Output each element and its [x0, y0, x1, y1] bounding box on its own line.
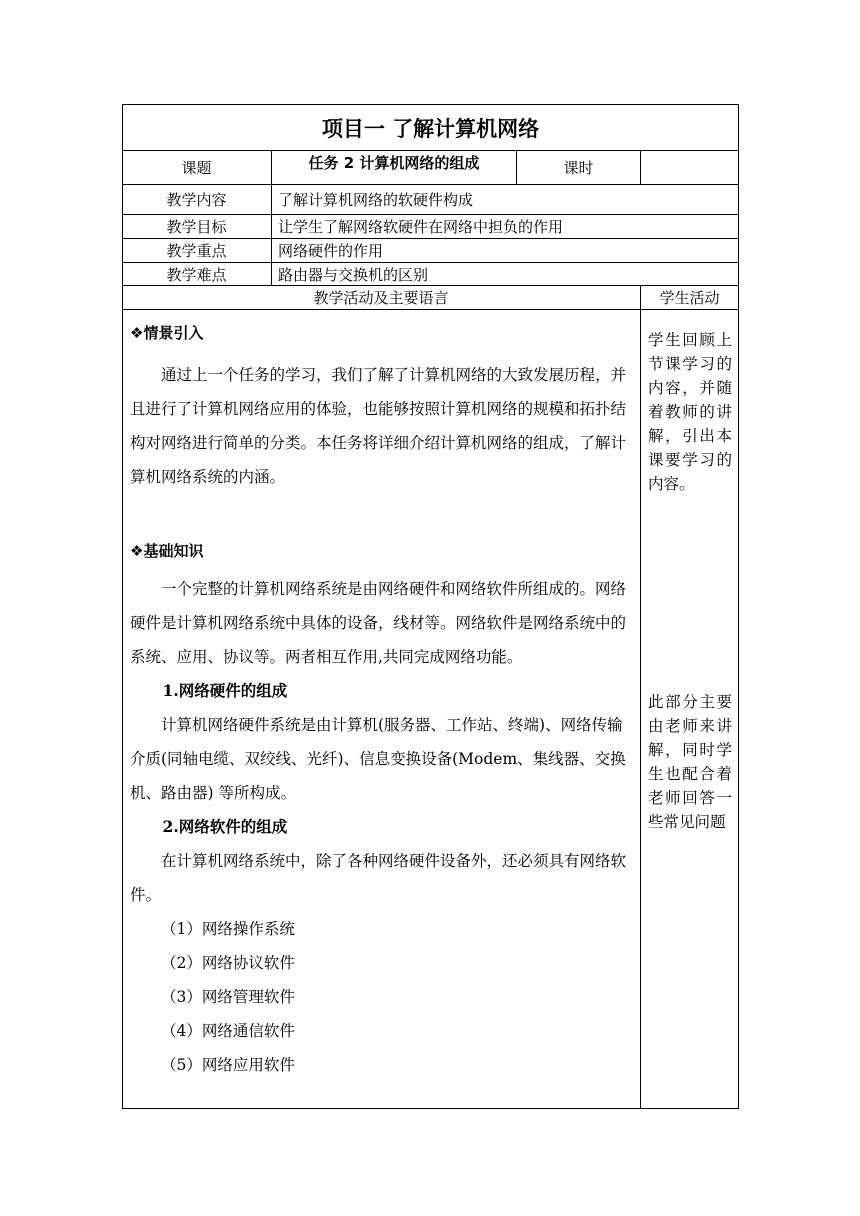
goal-value: 让学生了解网络软硬件在网络中担负的作用 — [278, 218, 564, 236]
hardware-paragraph: 计算机网络硬件系统是由计算机(服务器、工作站、终端)、网络传输介质(同轴电缆、双绞线、光纤)、信息变换设备(Modem、集线器、交换机、路由器) 等所构成。 — [130, 716, 626, 802]
page-title: 项目一 了解计算机网络 — [321, 116, 540, 141]
section-basics-heading: ❖基础知识 — [130, 542, 204, 560]
section-basics-paragraph: 一个完整的计算机网络系统是由网络硬件和网络软件所组成的。网络硬件是计算机网络系统中具体的设备，线材等。网络软件是网络系统中的系统、应用、协议等。两者相互作用,共同完成网络功能。 — [130, 580, 627, 666]
difficulty-value: 路由器与交换机的区别 — [278, 265, 429, 284]
content-label: 教学内容 — [166, 191, 227, 209]
key-point-label: 教学重点 — [166, 242, 227, 260]
student-activity-header: 学生活动 — [659, 289, 720, 307]
software-paragraph: 在计算机网络系统中，除了各种网络硬件设备外，还必须具有网络软件。 — [130, 852, 627, 904]
difficulty-label: 教学难点 — [166, 265, 227, 284]
table-border-right — [738, 104, 739, 1109]
row-line — [122, 309, 739, 310]
section-intro-paragraph: 通过上一个任务的学习，我们了解了计算机网络的大致发展历程，并且进行了计算机网络应用的体验，也能够按照计算机网络的规模和拓扑结构对网络进行简单的分类。本任务将详细介绍计算机网络的组成，了解计算机网络系统的内涵。 — [130, 366, 627, 486]
list-item: （2）网络协议软件 — [161, 954, 295, 972]
goal-label: 教学目标 — [166, 218, 227, 236]
list-item: （3）网络管理软件 — [161, 988, 295, 1006]
key-point-value: 网络硬件的作用 — [278, 242, 384, 260]
topic-value: 任务 2 计算机网络的组成 — [308, 154, 480, 172]
software-heading: 2.网络软件的组成 — [162, 817, 288, 836]
list-item: （4）网络通信软件 — [161, 1022, 295, 1040]
content-value: 了解计算机网络的软硬件构成 — [278, 191, 474, 209]
activities-header: 教学活动及主要语言 — [313, 289, 449, 307]
topic-label: 课题 — [181, 159, 212, 177]
table-border-bottom — [122, 1108, 739, 1109]
hours-label: 课时 — [563, 159, 594, 177]
list-item: （1）网络操作系统 — [161, 920, 295, 938]
col-line-student — [640, 285, 641, 1108]
hours-value — [641, 151, 738, 184]
hardware-heading: 1.网络硬件的组成 — [162, 681, 288, 700]
student-note-review: 学生回顾上节课学习的内容，并随着教师的讲解，引出本课要学习的内容。 — [648, 331, 732, 493]
list-item: （5）网络应用软件 — [161, 1056, 295, 1074]
section-intro-heading: ❖情景引入 — [130, 324, 204, 342]
lesson-body — [130, 316, 634, 1082]
student-note-participation: 此部分主要由老师来讲解，同时学生也配合着老师回答一些常见问题 — [648, 693, 732, 831]
